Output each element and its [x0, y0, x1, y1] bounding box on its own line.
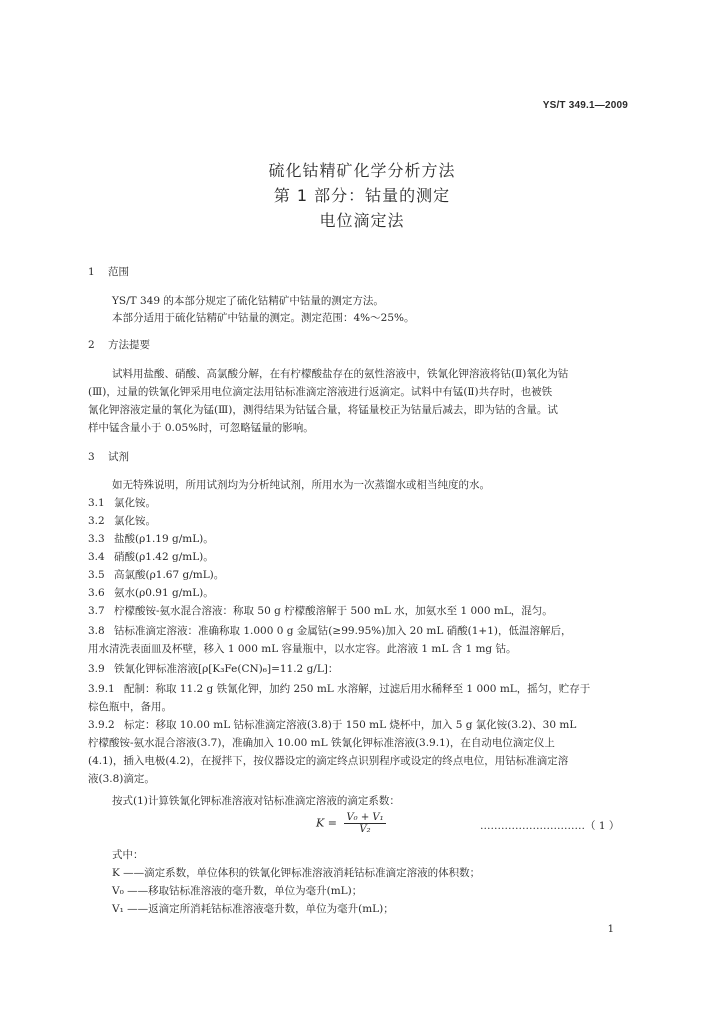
paragraph: 本部分适用于硫化钴精矿中钴量的测定。测定范围：4%～25%。	[112, 312, 415, 324]
section-1-heading	[88, 265, 636, 279]
paragraph-line: 氰化钾溶液定量的氧化为锰(Ⅲ)，测得结果为钴锰合量，将锰量校正为钴量后减去，即为钴的含量。试	[88, 404, 558, 416]
item-number: 3.8	[88, 625, 105, 637]
standard-code: YS/T 349.1—2009	[542, 100, 628, 111]
list-item	[88, 514, 636, 528]
item-text: 盐酸(ρ1.19 g/mL)。	[114, 533, 214, 545]
item-number: 3.7	[88, 605, 105, 617]
paragraph-line: 柠檬酸铵-氨水混合溶液(3.7)，准确加入 10.00 mL 铁氰化钾标准溶液(3.9.1)，在自动电位滴定仪上	[88, 737, 555, 749]
formula-fraction	[344, 812, 385, 835]
formula	[316, 812, 386, 835]
section-title: 范围	[108, 266, 129, 278]
paragraph-line: (Ⅲ)，过量的铁氰化钾采用电位滴定法用钴标准滴定溶液进行返滴定。试料中有锰(Ⅱ)共存时，也被铁	[88, 386, 553, 398]
item-number: 3.9	[88, 663, 105, 675]
item-text: 高氯酸(ρ1.67 g/mL)。	[114, 569, 225, 581]
item-text: 铁氰化钾标准溶液[ρ[K₃Fe(CN)₆]=11.2 g/L]：	[114, 663, 339, 675]
section-title: 试剂	[108, 451, 129, 463]
formula-numerator: V₀ + V₁	[346, 812, 384, 823]
section-3-heading	[88, 450, 636, 464]
paragraph-line: 样中锰含量小于 0.05%时，可忽略锰量的影响。	[88, 422, 314, 434]
document-title-line1: 硫化钴精矿化学分析方法	[268, 161, 456, 180]
item-number: 3.2	[88, 515, 105, 527]
section-title: 方法提要	[108, 339, 150, 351]
where-label: 式中：	[112, 849, 144, 861]
formula-lhs: K =	[316, 816, 337, 830]
item-number: 3.3	[88, 533, 105, 545]
equation-number: …………………………（ 1 ）	[480, 820, 620, 832]
definition: V₀ ——移取钴标准溶液的毫升数，单位为毫升(mL)；	[112, 885, 363, 897]
item-number: 3.5	[88, 569, 105, 581]
formula-intro: 按式(1)计算铁氰化钾标准溶液对钴标准滴定溶液的滴定系数：	[112, 795, 400, 807]
list-item	[88, 624, 636, 638]
item-number: 3.4	[88, 551, 105, 563]
list-item	[88, 662, 636, 676]
document-title-line2: 第 1 部分：钴量的测定	[273, 186, 451, 205]
document-title-line3: 电位滴定法	[319, 211, 405, 230]
page-number: 1	[607, 924, 614, 935]
list-item	[88, 496, 636, 510]
item-number: 3.9.1	[88, 683, 115, 695]
paragraph: 如无特殊说明，所用试剂均为分析纯试剂，所用水为一次蒸馏水或相当纯度的水。	[112, 479, 490, 491]
item-text: 氯化铵。	[114, 515, 156, 527]
formula-denominator: V₂	[359, 824, 371, 835]
item-text: 柠檬酸铵-氨水混合溶液：称取 50 g 柠檬酸溶解于 500 mL 水，加氨水至 1 000 mL，混匀。	[114, 605, 553, 617]
paragraph: YS/T 349 的本部分规定了硫化钴精矿中钴量的测定方法。	[112, 295, 384, 307]
paragraph-line: 试料用盐酸、硝酸、高氯酸分解，在有柠檬酸盐存在的氨性溶液中，铁氰化钾溶液将钴(Ⅱ)氧化为钴	[112, 368, 569, 380]
item-number: 3.1	[88, 497, 105, 509]
list-item	[88, 532, 636, 546]
list-item	[88, 568, 636, 582]
list-item	[88, 682, 636, 696]
list-item	[88, 718, 636, 732]
item-text: 钴标准滴定溶液：准确称取 1.000 0 g 金属钴(≥99.95%)加入 20 mL 硝酸(1+1)，低温溶解后，	[114, 625, 572, 637]
item-number: 3.6	[88, 587, 105, 599]
list-item	[88, 550, 636, 564]
section-number: 3	[88, 451, 95, 463]
paragraph-line: 用水清洗表面皿及杯壁，移入 1 000 mL 容量瓶中，以水定容。此溶液 1 mL 含 1 mg 钴。	[88, 643, 517, 655]
paragraph-line: (4.1)，插入电极(4.2)，在搅拌下，按仪器设定的滴定终点识别程序或设定的终点电位，用钴标准滴定溶	[88, 755, 569, 767]
definition: K ——滴定系数，单位体积的铁氰化钾标准溶液消耗钴标准滴定溶液的体积数；	[112, 867, 481, 879]
section-number: 1	[88, 266, 95, 278]
item-text: 标定：移取 10.00 mL 钴标准滴定溶液(3.8)于 150 mL 烧杯中，加入 5 g 氯化铵(3.2)、30 mL	[124, 719, 577, 731]
paragraph-line: 棕色瓶中，备用。	[88, 701, 172, 713]
section-number: 2	[88, 339, 95, 351]
paragraph-line: 液(3.8)滴定。	[88, 773, 155, 785]
item-text: 配制：称取 11.2 g 铁氰化钾，加约 250 mL 水溶解，过滤后用水稀释至 1 000 mL，摇匀，贮存于	[124, 683, 591, 695]
definition: V₁ ——返滴定所消耗钴标准溶液毫升数，单位为毫升(mL)；	[112, 903, 394, 915]
item-text: 硝酸(ρ1.42 g/mL)。	[114, 551, 214, 563]
item-number: 3.9.2	[88, 719, 115, 731]
item-text: 氨水(ρ0.91 g/mL)。	[114, 587, 214, 599]
list-item	[88, 604, 636, 618]
item-text: 氯化铵。	[114, 497, 156, 509]
list-item	[88, 586, 636, 600]
section-2-heading	[88, 338, 636, 352]
